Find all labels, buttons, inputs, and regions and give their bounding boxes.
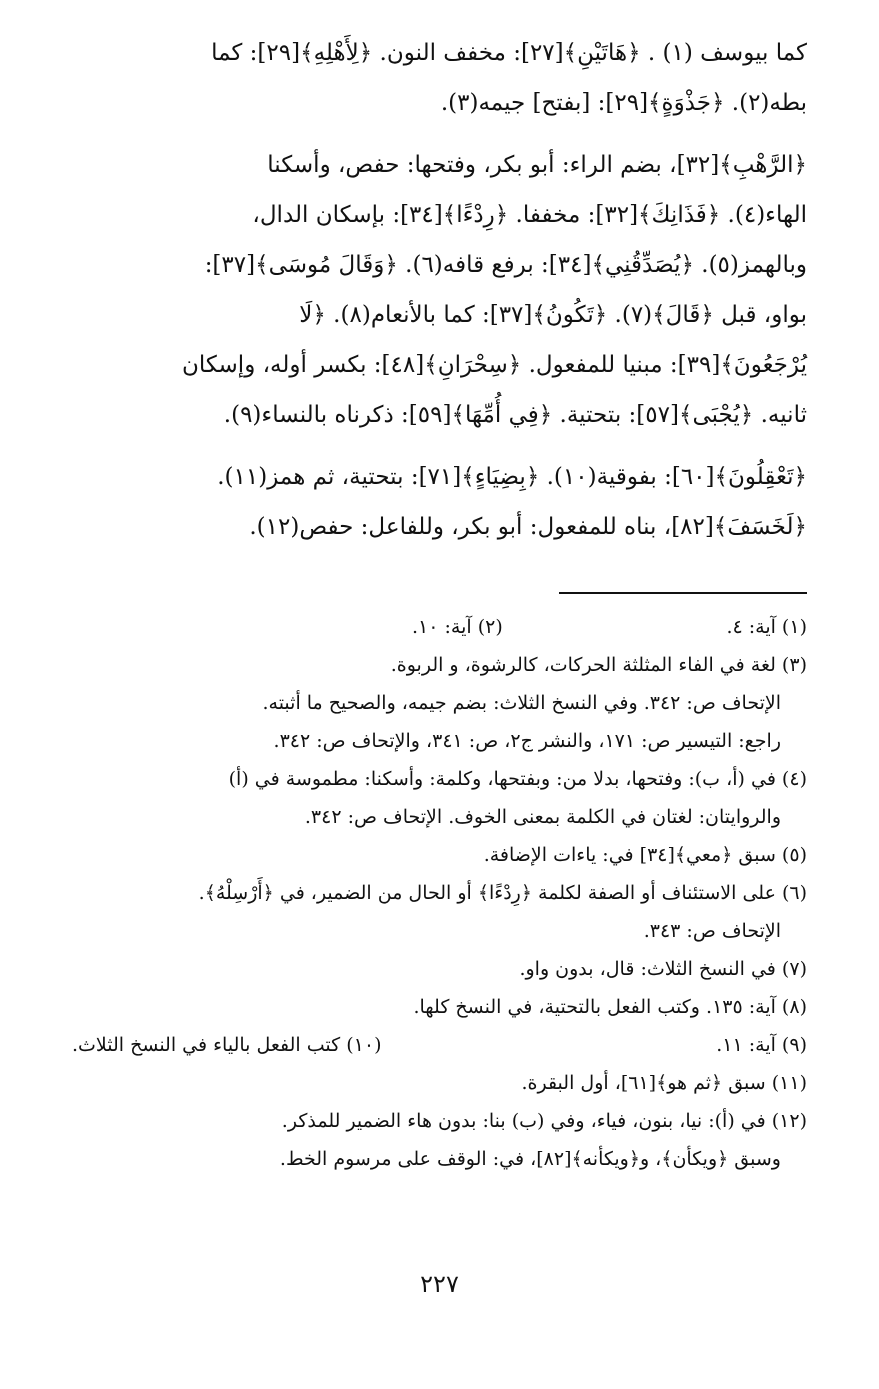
paragraph-3 (72, 452, 807, 552)
text-line: ﴿لَخَسَفَ﴾[٨٢]، بناه للمفعول: أبو بكر، وللفاعل: حفص(١٢). (249, 514, 807, 540)
text-line: ثانيه. ﴿يُجْبَى﴾[٥٧]: بتحتية. ﴿فِي أُمِّهَا﴾[٥٩]: ذكرناه بالنساء(٩). (223, 402, 807, 428)
footnote-continuation: والروايتان: لغتان في الكلمة بمعنى الخوف. الإتحاف ص: ٣٤٢. (304, 806, 781, 828)
footnote: (٦) على الاستئناف أو الصفة لكلمة ﴿رِدْءًا﴾ أو الحال من الضمير، في ﴿أَرْسِلْهُ﴾. (198, 882, 807, 904)
text-line: ﴿تَعْقِلُونَ﴾[٦٠]: بفوقية(١٠). ﴿بِضِيَاءٍ﴾[٧١]: بتحتية، ثم همز(١١). (217, 464, 807, 490)
footnote: (٩) آية: ١١. (716, 1034, 807, 1056)
text-line: بطه(٢). ﴿جَذْوَةٍ﴾[٢٩]: [بفتح] جيمه(٣). (440, 90, 807, 116)
footnote: (١٢) في (أ): نيا، بنون، فياء، وفي (ب) بنا: بدون هاء الضمير للمذكر. (281, 1110, 807, 1132)
footnote: (١١) سبق ﴿ثم هو﴾[٦١]، أول البقرة. (521, 1072, 807, 1094)
text-line: وبالهمز(٥). ﴿يُصَدِّقُنِي﴾[٣٤]: برفع قافه(٦). ﴿وَقَالَ مُوسَى﴾[٣٧]: (204, 252, 807, 278)
footnote: (٤) في (أ، ب): وفتحها، بدلا من: وبفتحها، وكلمة: وأسكنا: مطموسة في (أ) (228, 768, 807, 790)
footnote: (٥) سبق ﴿معي﴾[٣٤] في: ياءات الإضافة. (483, 844, 807, 866)
main-text (72, 28, 807, 564)
footnote: (٣) لغة في الفاء المثلثة الحركات، كالرشوة، و الربوة. (390, 654, 807, 676)
footnote: (٨) آية: ١٣٥. وكتب الفعل بالتحتية، في النسخ كلها. (413, 996, 807, 1018)
footnote-continuation: وسبق ﴿ويكأن﴾، و﴿ويكأنه﴾[٨٢]، في: الوقف على مرسوم الخط. (279, 1148, 781, 1170)
text-line: يُرْجَعُونَ﴾[٣٩]: مبنيا للمفعول. ﴿سِحْرَانِ﴾[٤٨]: بكسر أوله، وإسكان (181, 352, 807, 378)
footnote-continuation: راجع: التيسير ص: ١٧١، والنشر ج٢، ص: ٣٤١، والإتحاف ص: ٣٤٢. (273, 730, 781, 752)
footnote-row (72, 608, 807, 646)
page-number: ٢٢٧ (420, 1270, 459, 1298)
footnote: (١) آية: ٤. (726, 616, 807, 638)
text-line: بواو، قبل ﴿قَالَ﴾(٧). ﴿تَكُونُ﴾[٣٧]: كما بالأنعام(٨). ﴿لَا (299, 302, 807, 328)
footnote-continuation: الإتحاف ص: ٣٤٢. وفي النسخ الثلاث: بضم جيمه، والصحيح ما أثبته. (262, 692, 781, 714)
paragraph-1 (72, 28, 807, 128)
footnote: (١٠) كتب الفعل بالياء في النسخ الثلاث. (72, 1034, 382, 1056)
footnotes (72, 608, 807, 1178)
footnote-row (72, 1026, 807, 1064)
paragraph-2 (72, 140, 807, 440)
footnote: (٧) في النسخ الثلاث: قال، بدون واو. (519, 958, 807, 980)
text-line: كما بيوسف (١) . ﴿هَاتَيْنِ﴾[٢٧]: مخفف النون. ﴿لِأَهْلِهِ﴾[٢٩]: كما (211, 40, 807, 66)
footnote-continuation: الإتحاف ص: ٣٤٣. (643, 920, 781, 942)
text-line: الهاء(٤). ﴿فَذَانِكَ﴾[٣٢]: مخففا. ﴿رِدْءًا﴾[٣٤]: بإسكان الدال، (252, 202, 807, 228)
footnote-divider (559, 592, 807, 594)
footnote: (٢) آية: ١٠. (412, 616, 503, 638)
text-line: ﴿الرَّهْبِ﴾[٣٢]، بضم الراء: أبو بكر، وفتحها: حفص، وأسكنا (267, 152, 807, 178)
